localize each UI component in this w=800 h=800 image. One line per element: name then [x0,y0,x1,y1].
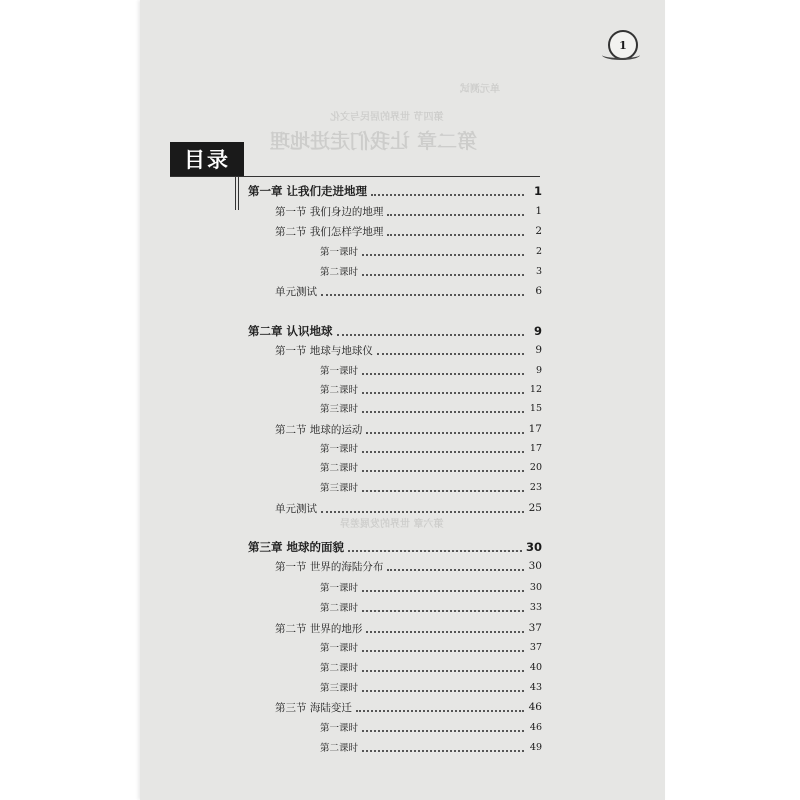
dot-leader [362,469,524,472]
dot-leader [362,649,524,652]
toc-entry-page: 1 [533,184,542,198]
toc-entry-label: 第一课时 [320,444,359,455]
dot-leader [362,450,524,453]
toc-entry [320,399,542,417]
toc-entry-label: 第二课时 [320,663,359,674]
toc-entry-page: 12 [529,383,542,395]
dot-leader [387,213,524,216]
toc-entry [275,282,542,300]
toc-entry [320,262,542,280]
toc-entry-label: 第二节 世界的地形 [275,622,363,635]
bleed-through-line-a: 第四节 世界的居民与文化 [330,112,444,123]
toc-entry-page: 40 [529,661,542,673]
toc-entry-page: 20 [529,461,542,473]
toc-entry [320,478,542,496]
dot-leader [366,431,524,434]
toc-entry [248,538,542,556]
toc-entry-page: 30 [525,540,542,554]
toc-entry [320,678,542,696]
dot-leader [387,233,524,236]
toc-entry-label: 第二课时 [320,385,359,396]
dot-leader [362,410,524,413]
toc-entry-label: 第二课时 [320,463,359,474]
toc-entry-page: 25 [528,502,542,514]
toc-entry [320,578,542,596]
toc-entry [275,341,542,359]
page-number-badge: 1 [608,30,638,60]
toc-entry [320,658,542,676]
dot-leader [362,489,524,492]
toc-entry-label: 第二章 认识地球 [248,324,333,338]
toc-entry-label: 第二节 地球的运动 [275,423,363,436]
toc-entry-page: 9 [535,364,542,376]
toc-entry-page: 46 [528,701,542,713]
toc-entry-page: 6 [535,285,542,297]
dot-leader [377,352,524,355]
toc-entry-page: 46 [529,721,542,733]
toc-entry-page: 9 [533,324,542,338]
toc-entry-page: 37 [528,622,542,634]
toc-entry-page: 30 [528,560,542,572]
dot-leader [356,709,524,712]
table-of-contents [140,0,665,800]
toc-entry [320,458,542,476]
toc-entry [320,598,542,616]
toc-entry-page: 23 [529,481,542,493]
toc-entry-label: 第二节 我们怎样学地理 [275,225,384,238]
dot-leader [366,630,524,633]
toc-entry-page: 2 [535,225,542,237]
dot-leader [362,589,524,592]
toc-entry-label: 第一节 我们身边的地理 [275,205,384,218]
toc-entry [320,638,542,656]
dot-leader [337,333,524,336]
toc-entry-page: 43 [529,681,542,693]
toc-entry-label: 第一节 地球与地球仪 [275,344,373,357]
toc-entry [275,420,542,438]
toc-entry [275,499,542,517]
toc-entry [248,182,542,200]
toc-entry [320,380,542,398]
toc-entry-label: 第三章 地球的面貌 [248,540,345,554]
toc-entry [320,361,542,379]
toc-entry [275,222,542,240]
toc-entry-label: 第二课时 [320,603,359,614]
toc-entry [320,738,542,756]
toc-entry [275,557,542,575]
toc-entry-label: 第一课时 [320,583,359,594]
toc-entry-page: 2 [535,245,542,257]
dot-leader [321,293,524,296]
dot-leader [371,193,524,196]
bleed-through-line-b: 单元测试 [460,84,500,95]
bleed-through-heading: 第二章 让我们走进地理 [270,129,477,153]
dot-leader [387,568,524,571]
toc-entry-label: 第一课时 [320,247,359,258]
dot-leader [348,549,522,552]
toc-entry-page: 37 [529,641,542,653]
bleed-through-line-c: 第六章 世界的发展差异 [340,519,444,530]
toc-entry-label: 单元测试 [275,285,317,298]
dot-leader [362,391,524,394]
toc-entry-page: 49 [529,741,542,753]
toc-entry [275,619,542,637]
toc-entry-page: 15 [529,402,542,414]
dot-leader [362,253,524,256]
toc-entry-page: 3 [535,265,542,277]
toc-entry [248,322,542,340]
toc-entry-label: 第一课时 [320,643,359,654]
toc-entry-label: 第一节 世界的海陆分布 [275,560,384,573]
toc-entry [320,242,542,260]
dot-leader [362,749,524,752]
toc-entry-label: 单元测试 [275,502,317,515]
toc-entry [320,439,542,457]
dot-leader [362,372,524,375]
toc-entry-label: 第三节 海陆变迁 [275,701,352,714]
toc-entry-label: 第三课时 [320,683,359,694]
dot-leader [321,510,524,513]
toc-entry-page: 9 [535,344,542,356]
dot-leader [362,729,524,732]
toc-entry [275,698,542,716]
dot-leader [362,669,524,672]
toc-entry-page: 1 [535,205,542,217]
toc-entry-page: 33 [529,601,542,613]
toc-entry-label: 第一章 让我们走进地理 [248,184,368,198]
page-title: 目录 [170,142,244,176]
dot-leader [362,273,524,276]
toc-entry-label: 第二课时 [320,267,359,278]
dot-leader [362,689,524,692]
toc-entry-page: 30 [529,581,542,593]
dot-leader [362,609,524,612]
toc-entry-label: 第三课时 [320,404,359,415]
toc-entry-label: 第二课时 [320,743,359,754]
toc-entry [275,202,542,220]
toc-entry-label: 第三课时 [320,483,359,494]
toc-entry-page: 17 [529,442,542,454]
book-page [140,0,665,800]
toc-entry-label: 第一课时 [320,723,359,734]
toc-entry [320,718,542,736]
toc-entry-label: 第一课时 [320,366,359,377]
toc-entry-page: 17 [528,423,542,435]
